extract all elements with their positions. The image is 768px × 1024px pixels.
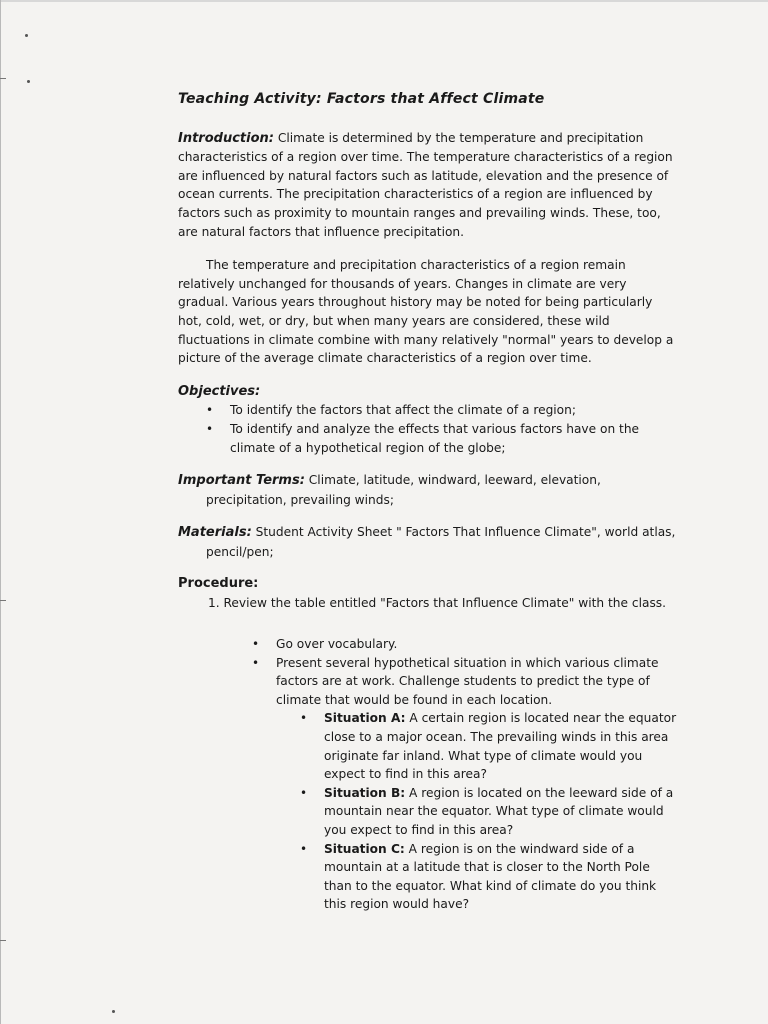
objectives-label: Objectives: — [178, 383, 261, 399]
scan-speck — [27, 80, 30, 83]
situation-a — [324, 709, 678, 783]
left-edge-line — [0, 0, 1, 1024]
situation-a-label: Situation A: — [324, 711, 406, 726]
list-item: • Present several hypothetical situation in which various climate factors are at work. Challenge students to predict the type of climate that would be found in each location. — [276, 654, 678, 710]
situation-list — [178, 709, 678, 914]
list-item: • To identify the factors that affect the climate of a region; — [230, 401, 678, 420]
important-terms-label: Important Terms: — [178, 473, 305, 489]
situation-c — [324, 840, 678, 914]
procedure-bullets — [178, 635, 678, 914]
important-terms-text: Climate, latitude, windward, leeward, elevation, precipitation, prevailing winds; — [206, 473, 601, 507]
second-paragraph: The temperature and precipitation characteristics of a region remain relatively unchanged for thousands of years. Changes in climate are very gradual. Various years throughout history may be noted for being particularly hot, cold, wet, or dry, but when many years are considered, these wild fluctuations in climate combine with many relatively "normal" years to develop a picture of the average climate characteristics of a region over time. — [178, 258, 674, 366]
margin-tick — [0, 600, 6, 601]
situation-b-text: A region is located on the leeward side of a mountain near the equator. What type of climate would you expect to find in this area? — [324, 785, 674, 837]
list-item: • To identify and analyze the effects that various factors have on the climate of a hypothetical region of the globe; — [230, 420, 678, 457]
introduction-paragraph — [178, 129, 678, 242]
margin-tick — [0, 940, 6, 941]
materials-text: Student Activity Sheet " Factors That Influence Climate", world atlas, pencil/pen; — [206, 525, 676, 559]
situation-b-label: Situation B: — [324, 785, 406, 800]
important-terms-section — [178, 471, 678, 509]
procedure-section — [178, 575, 678, 612]
list-item: • Go over vocabulary. — [276, 635, 678, 654]
top-edge-line — [0, 0, 768, 2]
situation-c-text: A region is on the windward side of a mountain at a latitude that is closer to the North Pole than to the equator. What kind of climate do you think this region would have? — [324, 841, 657, 912]
materials-section — [178, 523, 678, 561]
materials-label: Materials: — [178, 525, 252, 541]
scan-speck — [112, 1010, 115, 1013]
scan-speck — [25, 34, 28, 37]
procedure-step-1: 1. Review the table entitled "Factors that Influence Climate" with the class. — [208, 596, 667, 611]
page-title: Teaching Activity: Factors that Affect Climate — [178, 91, 545, 107]
document-body — [178, 90, 678, 613]
procedure-bullet-list — [178, 635, 678, 709]
situation-b — [324, 784, 678, 840]
objectives-list — [178, 401, 678, 457]
introduction-label: Introduction: — [178, 130, 274, 146]
situation-a-text: A certain region is located near the equator close to a major ocean. The prevailing winds in this area originate far inland. What type of climate would you expect to find in this area? — [324, 711, 677, 782]
introduction-text: Climate is determined by the temperature and precipitation characteristics of a region over time. The temperature characteristics of a region are influenced by natural factors such as latitude, elevation and the presence of ocean currents. The precipitation characteristics of a region are influenced by factors such as proximity to mountain ranges and prevailing winds. These, too, are natural factors that influence precipitation. — [178, 130, 673, 239]
procedure-label: Procedure: — [178, 576, 259, 592]
situation-c-label: Situation C: — [324, 841, 405, 856]
objectives-section — [178, 383, 678, 457]
margin-tick — [0, 78, 6, 79]
